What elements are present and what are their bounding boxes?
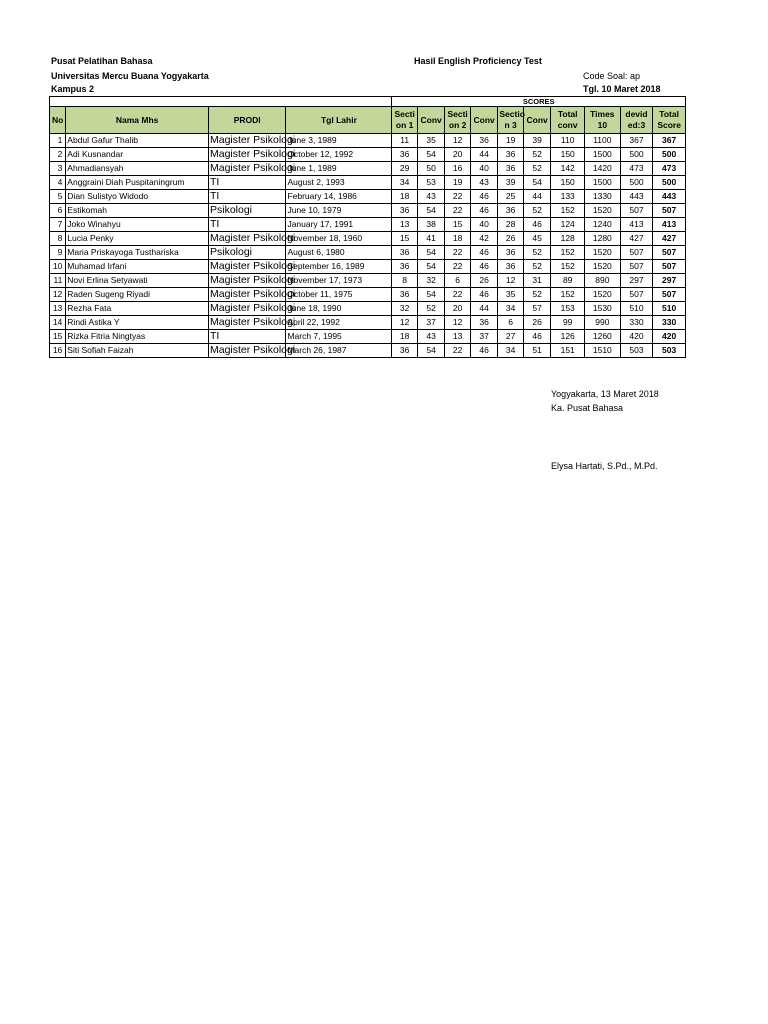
cell-section-1: 11	[392, 134, 417, 148]
cell-section-1: 15	[392, 232, 417, 246]
cell-total-score: 473	[653, 162, 686, 176]
cell-prodi: Magister Psikologi	[209, 316, 296, 328]
cell-nama: Rizka Fitria Ningtyas	[66, 330, 209, 344]
cell-prodi: Psikologi	[208, 246, 285, 260]
cell-times-10: 1500	[585, 176, 621, 190]
cell-divided-3: 367	[620, 134, 653, 148]
cell-total-score: 443	[653, 190, 686, 204]
cell-section-1: 36	[392, 204, 417, 218]
cell-section-3: 36	[498, 260, 523, 274]
cell-no: 4	[50, 176, 66, 190]
table-row	[50, 246, 686, 260]
cell-conv-2: 43	[470, 176, 498, 190]
cell-tgl-lahir: June 10, 1979	[286, 204, 392, 218]
table-row	[50, 260, 686, 274]
cell-tgl-lahir: June 18, 1990	[286, 302, 392, 316]
cell-section-2: 22	[445, 246, 470, 260]
cell-prodi: Magister Psikologi	[209, 302, 296, 314]
cell-section-1: 12	[392, 316, 417, 330]
cell-section-2: 20	[445, 302, 470, 316]
cell-divided-3: 507	[620, 288, 653, 302]
cell-tgl-lahir: October 11, 1975	[286, 288, 392, 302]
cell-conv-1: 35	[417, 134, 445, 148]
cell-no: 3	[50, 162, 66, 176]
cell-conv-2: 46	[470, 260, 498, 274]
cell-total-score: 297	[653, 274, 686, 288]
col-header-no: No	[50, 107, 66, 134]
cell-conv-1: 52	[417, 302, 445, 316]
cell-nama: Maria Priskayoga Tusthariska	[66, 246, 209, 260]
cell-total-conv: 150	[551, 148, 585, 162]
cell-section-1: 13	[392, 218, 417, 232]
code-soal: Code Soal: ap	[583, 71, 641, 81]
cell-tgl-lahir: August 6, 1980	[286, 246, 392, 260]
cell-conv-3: 57	[523, 302, 551, 316]
cell-no: 8	[50, 232, 66, 246]
table-row	[50, 176, 686, 190]
table-row	[50, 316, 686, 330]
cell-section-1: 18	[392, 330, 417, 344]
cell-section-1: 29	[392, 162, 417, 176]
cell-conv-2: 40	[470, 162, 498, 176]
cell-section-2: 6	[445, 274, 470, 288]
cell-conv-3: 52	[523, 148, 551, 162]
cell-total-conv: 99	[551, 316, 585, 330]
table-row	[50, 148, 686, 162]
cell-conv-3: 51	[523, 344, 551, 358]
cell-total-conv: 151	[551, 344, 585, 358]
cell-total-score: 413	[653, 218, 686, 232]
col-header-times-10: Times 10	[585, 107, 621, 134]
cell-conv-1: 50	[417, 162, 445, 176]
cell-no: 5	[50, 190, 66, 204]
signature-place-date: Yogyakarta, 13 Maret 2018	[551, 389, 659, 399]
cell-section-1: 18	[392, 190, 417, 204]
cell-conv-1: 37	[417, 316, 445, 330]
cell-section-1: 36	[392, 148, 417, 162]
cell-conv-3: 52	[523, 288, 551, 302]
col-header-conv-2: Conv	[470, 107, 498, 134]
col-header-conv-3: Conv	[523, 107, 551, 134]
cell-total-conv: 152	[551, 288, 585, 302]
cell-total-score: 507	[653, 204, 686, 218]
cell-times-10: 1420	[585, 162, 621, 176]
test-date: Tgl. 10 Maret 2018	[583, 84, 661, 94]
cell-nama: Raden Sugeng Riyadi	[66, 288, 209, 302]
cell-divided-3: 413	[620, 218, 653, 232]
cell-prodi: TI	[208, 176, 285, 190]
cell-section-1: 36	[392, 246, 417, 260]
cell-tgl-lahir: June 1, 1989	[286, 162, 392, 176]
cell-nama: Estikomah	[66, 204, 209, 218]
cell-nama: Anggraini Diah Puspitaningrum	[66, 176, 209, 190]
col-header-section-1: Secti on 1	[392, 107, 417, 134]
cell-conv-1: 43	[417, 190, 445, 204]
cell-divided-3: 507	[620, 204, 653, 218]
cell-no: 12	[50, 288, 66, 302]
cell-prodi: Magister Psikologi	[209, 260, 296, 272]
cell-no: 11	[50, 274, 66, 288]
cell-divided-3: 427	[620, 232, 653, 246]
cell-divided-3: 297	[620, 274, 653, 288]
cell-section-2: 20	[445, 148, 470, 162]
cell-prodi: TI	[208, 218, 285, 232]
cell-conv-1: 53	[417, 176, 445, 190]
cell-conv-1: 54	[417, 344, 445, 358]
cell-section-3: 25	[498, 190, 523, 204]
cell-tgl-lahir: September 16, 1989	[286, 260, 392, 274]
cell-total-conv: 124	[551, 218, 585, 232]
cell-nama: Joko Winahyu	[66, 218, 209, 232]
scores-table	[49, 96, 686, 358]
cell-tgl-lahir: November 17, 1973	[286, 274, 392, 288]
cell-conv-2: 46	[470, 190, 498, 204]
cell-no: 9	[50, 246, 66, 260]
cell-conv-2: 44	[470, 302, 498, 316]
cell-section-1: 34	[392, 176, 417, 190]
cell-conv-3: 52	[523, 162, 551, 176]
cell-conv-3: 26	[523, 316, 551, 330]
cell-no: 13	[50, 302, 66, 316]
table-row	[50, 330, 686, 344]
cell-conv-2: 44	[470, 148, 498, 162]
cell-section-2: 18	[445, 232, 470, 246]
cell-total-conv: 153	[551, 302, 585, 316]
cell-prodi: Magister Psikologi	[209, 288, 296, 300]
cell-section-2: 13	[445, 330, 470, 344]
cell-total-conv: 133	[551, 190, 585, 204]
table-row	[50, 232, 686, 246]
cell-nama: Rindi Astika Y	[66, 316, 209, 330]
cell-divided-3: 503	[620, 344, 653, 358]
cell-divided-3: 510	[620, 302, 653, 316]
cell-tgl-lahir: January 17, 1991	[286, 218, 392, 232]
cell-total-score: 507	[653, 246, 686, 260]
cell-conv-2: 36	[470, 134, 498, 148]
cell-total-score: 367	[653, 134, 686, 148]
cell-tgl-lahir: October 12, 1992	[286, 148, 392, 162]
cell-total-conv: 152	[551, 260, 585, 274]
cell-section-3: 26	[498, 232, 523, 246]
cell-conv-1: 43	[417, 330, 445, 344]
cell-conv-1: 54	[417, 260, 445, 274]
cell-conv-3: 45	[523, 232, 551, 246]
cell-divided-3: 473	[620, 162, 653, 176]
cell-prodi: TI	[208, 190, 285, 204]
cell-section-3: 19	[498, 134, 523, 148]
table-row	[50, 274, 686, 288]
col-header-nama: Nama Mhs	[66, 107, 209, 134]
cell-no: 14	[50, 316, 66, 330]
cell-times-10: 1280	[585, 232, 621, 246]
cell-nama: Muhamad Irfani	[66, 260, 209, 274]
cell-nama: Lucia Penky	[66, 232, 209, 246]
cell-section-2: 12	[445, 134, 470, 148]
cell-section-2: 16	[445, 162, 470, 176]
signature-position: Ka. Pusat Bahasa	[551, 403, 624, 413]
cell-section-3: 35	[498, 288, 523, 302]
cell-section-3: 39	[498, 176, 523, 190]
scores-group-row	[50, 97, 686, 107]
cell-tgl-lahir: March 7, 1995	[286, 330, 392, 344]
cell-section-2: 22	[445, 260, 470, 274]
cell-section-1: 32	[392, 302, 417, 316]
cell-section-3: 12	[498, 274, 523, 288]
cell-prodi: Magister Psikologi	[209, 162, 296, 174]
cell-section-2: 19	[445, 176, 470, 190]
cell-times-10: 1520	[585, 260, 621, 274]
col-header-total-score: Total Score	[653, 107, 686, 134]
cell-prodi: Psikologi	[208, 204, 285, 218]
cell-conv-3: 54	[523, 176, 551, 190]
col-header-conv-1: Conv	[417, 107, 445, 134]
cell-total-score: 427	[653, 232, 686, 246]
cell-total-score: 500	[653, 148, 686, 162]
cell-total-score: 507	[653, 288, 686, 302]
cell-total-score: 507	[653, 260, 686, 274]
cell-nama: Siti Sofiah Faizah	[66, 344, 209, 358]
university-name: Universitas Mercu Buana Yogyakarta	[51, 71, 209, 81]
cell-conv-3: 31	[523, 274, 551, 288]
cell-prodi: Magister Psikologi	[209, 134, 296, 146]
cell-times-10: 1330	[585, 190, 621, 204]
cell-conv-3: 44	[523, 190, 551, 204]
cell-section-3: 27	[498, 330, 523, 344]
cell-conv-3: 39	[523, 134, 551, 148]
cell-nama: Rezha Fata	[66, 302, 209, 316]
table-row	[50, 134, 686, 148]
cell-section-1: 36	[392, 260, 417, 274]
cell-no: 6	[50, 204, 66, 218]
col-header-tgl-lahir: Tgl Lahir	[286, 107, 392, 134]
scores-group-header: SCORES	[392, 97, 686, 107]
cell-conv-2: 46	[470, 246, 498, 260]
cell-conv-3: 52	[523, 204, 551, 218]
cell-conv-1: 54	[417, 246, 445, 260]
cell-prodi: Magister Psikologi	[209, 148, 296, 160]
cell-tgl-lahir: February 14, 1986	[286, 190, 392, 204]
cell-conv-1: 54	[417, 148, 445, 162]
cell-total-conv: 152	[551, 246, 585, 260]
cell-section-3: 36	[498, 162, 523, 176]
cell-section-3: 28	[498, 218, 523, 232]
cell-tgl-lahir: November 18, 1960	[286, 232, 392, 246]
table-row	[50, 190, 686, 204]
cell-conv-2: 42	[470, 232, 498, 246]
cell-total-score: 503	[653, 344, 686, 358]
cell-total-conv: 126	[551, 330, 585, 344]
cell-section-1: 36	[392, 288, 417, 302]
table-row	[50, 344, 686, 358]
cell-conv-3: 52	[523, 246, 551, 260]
cell-times-10: 1520	[585, 288, 621, 302]
cell-divided-3: 443	[620, 190, 653, 204]
cell-total-score: 510	[653, 302, 686, 316]
cell-conv-1: 41	[417, 232, 445, 246]
cell-section-2: 22	[445, 204, 470, 218]
cell-section-3: 36	[498, 204, 523, 218]
cell-divided-3: 330	[620, 316, 653, 330]
table-row	[50, 218, 686, 232]
col-header-divided-3: devid ed:3	[620, 107, 653, 134]
cell-conv-3: 46	[523, 218, 551, 232]
col-header-total-conv: Total conv	[551, 107, 585, 134]
column-header-row	[50, 107, 686, 134]
cell-times-10: 1510	[585, 344, 621, 358]
cell-conv-2: 36	[470, 316, 498, 330]
test-title: Hasil English Proficiency Test	[414, 56, 542, 66]
cell-section-3: 34	[498, 344, 523, 358]
cell-tgl-lahir: June 3, 1989	[286, 134, 392, 148]
cell-total-conv: 142	[551, 162, 585, 176]
cell-section-2: 15	[445, 218, 470, 232]
cell-conv-2: 37	[470, 330, 498, 344]
cell-conv-1: 38	[417, 218, 445, 232]
cell-tgl-lahir: August 2, 1993	[286, 176, 392, 190]
cell-section-1: 36	[392, 344, 417, 358]
cell-prodi: TI	[208, 330, 285, 344]
cell-prodi: Magister Psikologi	[209, 232, 296, 244]
cell-total-score: 420	[653, 330, 686, 344]
cell-divided-3: 500	[620, 176, 653, 190]
cell-conv-3: 46	[523, 330, 551, 344]
cell-tgl-lahir: April 22, 1992	[286, 316, 392, 330]
cell-conv-1: 54	[417, 204, 445, 218]
table-row	[50, 302, 686, 316]
cell-prodi: Magister Psikologi	[209, 344, 296, 356]
cell-total-conv: 150	[551, 176, 585, 190]
col-header-section-2: Secti on 2	[445, 107, 470, 134]
cell-section-2: 12	[445, 316, 470, 330]
cell-total-conv: 89	[551, 274, 585, 288]
cell-no: 7	[50, 218, 66, 232]
cell-conv-1: 32	[417, 274, 445, 288]
campus-name: Kampus 2	[51, 84, 95, 94]
col-header-section-3: Sectio n 3	[498, 107, 523, 134]
cell-total-score: 330	[653, 316, 686, 330]
cell-times-10: 1520	[585, 246, 621, 260]
table-row	[50, 288, 686, 302]
cell-divided-3: 420	[620, 330, 653, 344]
cell-no: 15	[50, 330, 66, 344]
cell-times-10: 1240	[585, 218, 621, 232]
cell-times-10: 1500	[585, 148, 621, 162]
cell-nama: Ahmadiansyah	[66, 162, 209, 176]
cell-prodi: Magister Psikologi	[209, 274, 296, 286]
cell-nama: Novi Erlina Setyawati	[66, 274, 209, 288]
cell-nama: Adi Kusnandar	[66, 148, 209, 162]
cell-nama: Dian Sulistyo Widodo	[66, 190, 209, 204]
cell-section-3: 36	[498, 246, 523, 260]
cell-total-conv: 152	[551, 204, 585, 218]
cell-times-10: 890	[585, 274, 621, 288]
cell-total-conv: 128	[551, 232, 585, 246]
cell-total-score: 500	[653, 176, 686, 190]
cell-section-1: 8	[392, 274, 417, 288]
table-row	[50, 162, 686, 176]
cell-conv-2: 46	[470, 344, 498, 358]
cell-no: 16	[50, 344, 66, 358]
col-header-prodi: PRODI	[208, 107, 285, 134]
cell-no: 2	[50, 148, 66, 162]
cell-section-3: 34	[498, 302, 523, 316]
cell-no: 1	[50, 134, 66, 148]
cell-times-10: 1260	[585, 330, 621, 344]
cell-nama: Abdul Gafur Thalib	[66, 134, 209, 148]
header-spacer	[50, 97, 392, 107]
cell-times-10: 1100	[585, 134, 621, 148]
cell-total-conv: 110	[551, 134, 585, 148]
cell-tgl-lahir: March 26, 1987	[286, 344, 392, 358]
cell-conv-2: 46	[470, 204, 498, 218]
cell-section-2: 22	[445, 288, 470, 302]
cell-section-3: 36	[498, 148, 523, 162]
cell-conv-2: 46	[470, 288, 498, 302]
cell-section-2: 22	[445, 344, 470, 358]
cell-divided-3: 507	[620, 260, 653, 274]
cell-section-3: 6	[498, 316, 523, 330]
cell-divided-3: 500	[620, 148, 653, 162]
institution-name: Pusat Pelatihan Bahasa	[51, 56, 153, 66]
signature-name: Elysa Hartati, S.Pd., M.Pd.	[551, 461, 658, 471]
cell-times-10: 1520	[585, 204, 621, 218]
cell-no: 10	[50, 260, 66, 274]
cell-conv-1: 54	[417, 288, 445, 302]
cell-conv-2: 40	[470, 218, 498, 232]
cell-conv-3: 52	[523, 260, 551, 274]
cell-section-2: 22	[445, 190, 470, 204]
cell-times-10: 990	[585, 316, 621, 330]
cell-divided-3: 507	[620, 246, 653, 260]
cell-times-10: 1530	[585, 302, 621, 316]
cell-conv-2: 26	[470, 274, 498, 288]
table-row	[50, 204, 686, 218]
